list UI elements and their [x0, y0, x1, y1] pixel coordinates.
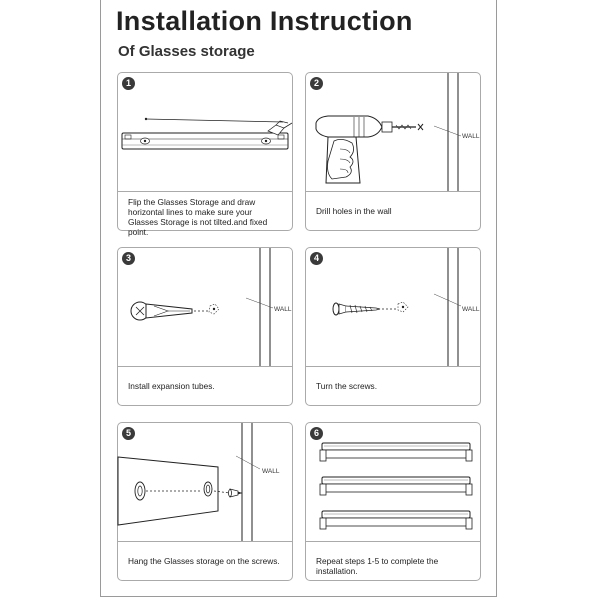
step-3-caption: Install expansion tubes.	[128, 381, 215, 391]
step-4-illustration	[306, 248, 482, 366]
installed-shelf	[320, 511, 472, 529]
wall-label: WALL	[462, 306, 480, 313]
step-number-badge: 2	[310, 77, 323, 90]
page-subtitle: Of Glasses storage	[118, 43, 255, 60]
step-6-illustration	[306, 423, 482, 541]
step-6-card	[305, 422, 481, 581]
step-5-illustration	[118, 423, 294, 541]
caption-divider	[306, 191, 480, 192]
installed-shelf	[320, 477, 472, 495]
step-1-caption: Flip the Glasses Storage and draw horizontal lines to make sure your Glasses Storage is not tilted.and fixed point.	[128, 197, 268, 237]
caption-divider	[118, 191, 292, 192]
step-number-badge: 4	[310, 252, 323, 265]
step-4-card	[305, 247, 481, 406]
caption-divider	[306, 541, 480, 542]
step-1-illustration	[118, 73, 294, 191]
step-number-badge: 5	[122, 427, 135, 440]
step-number-badge: 6	[310, 427, 323, 440]
step-5-card	[117, 422, 293, 581]
caption-divider	[306, 366, 480, 367]
wall-label: WALL	[274, 306, 292, 313]
step-4-caption: Turn the screws.	[316, 381, 378, 391]
page-title: Installation Instruction	[116, 6, 413, 36]
step-5-caption: Hang the Glasses storage on the screws.	[128, 556, 280, 566]
step-3-card	[117, 247, 293, 406]
step-1-card	[117, 72, 293, 237]
wall-label: WALL	[462, 133, 480, 140]
step-2-card	[305, 72, 481, 231]
installed-shelf	[320, 443, 472, 461]
step-2-illustration	[306, 73, 482, 191]
step-2-caption: Drill holes in the wall	[316, 206, 392, 216]
step-number-badge: 3	[122, 252, 135, 265]
wall-label: WALL	[262, 468, 280, 475]
step-3-illustration	[118, 248, 294, 366]
caption-divider	[118, 541, 292, 542]
step-6-caption: Repeat steps 1-5 to complete the installation.	[316, 556, 439, 576]
step-number-badge: 1	[122, 77, 135, 90]
caption-divider	[118, 366, 292, 367]
